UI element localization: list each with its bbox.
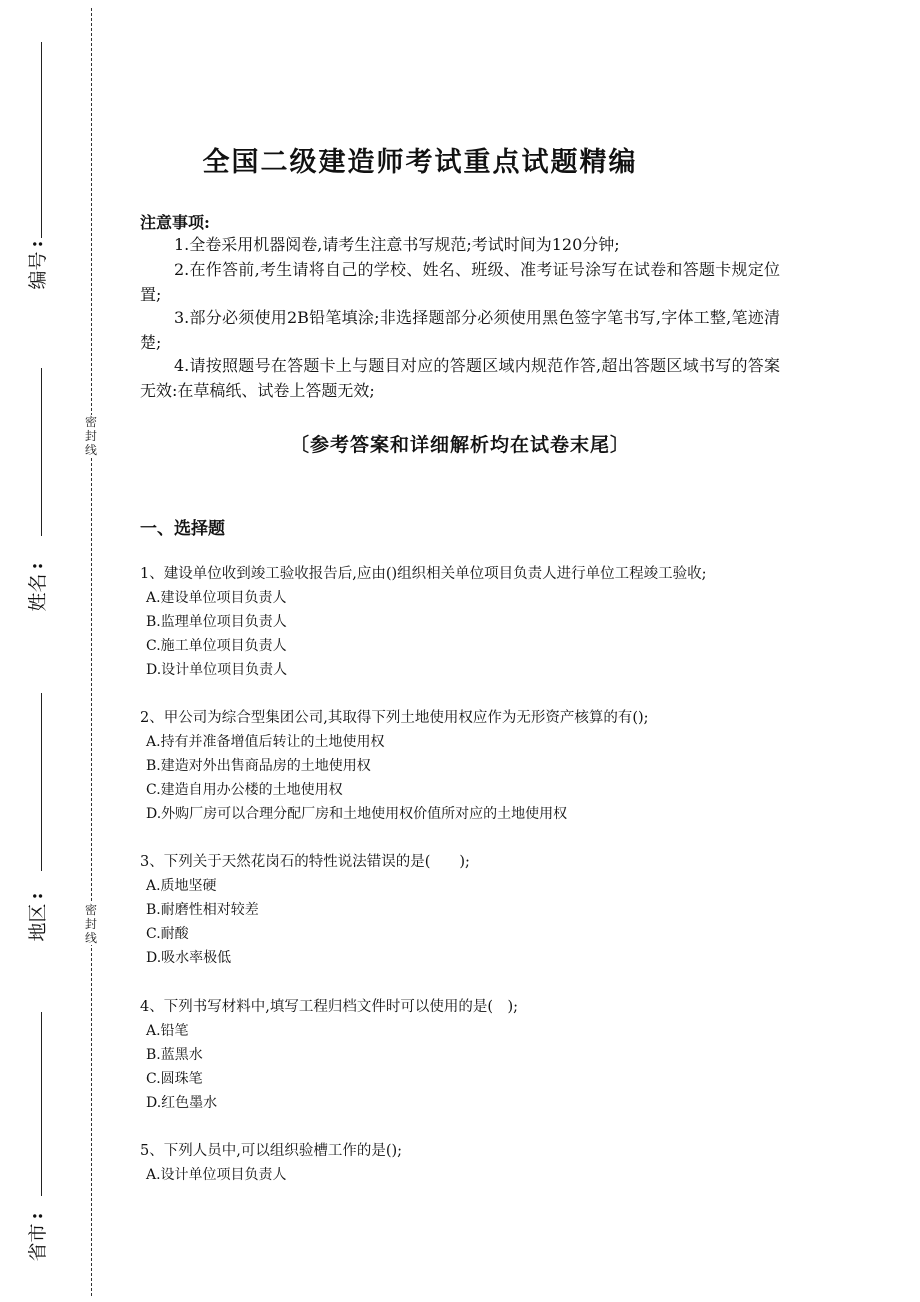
option-d: D.外购厂房可以合理分配厂房和土地使用权价值所对应的土地使用权 [146, 806, 568, 822]
question-2 [140, 706, 800, 826]
option-b: B.建造对外出售商品房的土地使用权 [146, 758, 371, 774]
id-number-label-text: 编号 [26, 251, 49, 290]
seal-char: 线 [84, 931, 97, 945]
note-item: 4.请按照题号在答题卡上与题目对应的答题区域内规范作答,超出答题区域书写的答案无效:在草稿纸、试卷上答题无效; [140, 356, 780, 400]
option-a: A.设计单位项目负责人 [146, 1167, 287, 1183]
option-b: B.耐磨性相对较差 [146, 902, 259, 918]
notes-heading: 注意事项: [140, 213, 210, 232]
option-b: B.监理单位项目负责人 [146, 614, 287, 630]
id-number-colon: : [25, 240, 47, 248]
note-item: 1.全卷采用机器阅卷,请考生注意书写规范;考试时间为120分钟; [174, 235, 620, 254]
province-label [0, 1212, 81, 1262]
id-number-label [0, 240, 81, 290]
region-colon: : [25, 892, 47, 900]
option-a: A.建设单位项目负责人 [146, 590, 287, 606]
question-stem: 3、下列关于天然花岗石的特性说法错误的是( ); [140, 854, 470, 870]
option-a: A.质地坚硬 [146, 878, 217, 894]
option-c: C.建造自用办公楼的土地使用权 [146, 782, 343, 798]
question-stem: 5、下列人员中,可以组织验槽工作的是(); [140, 1143, 403, 1159]
seal-char: 密 [84, 903, 97, 917]
option-c: C.圆珠笔 [146, 1071, 203, 1087]
seal-char: 封 [84, 429, 97, 443]
question-stem: 2、甲公司为综合型集团公司,其取得下列土地使用权应作为无形资产核算的有(); [140, 710, 649, 726]
option-a: A.持有并准备增值后转让的土地使用权 [146, 734, 385, 750]
answer-location-note: 〔参考答案和详细解析均在试卷末尾〕 [289, 434, 630, 456]
seal-char: 封 [84, 917, 97, 931]
region-write-line [41, 693, 42, 871]
question-stem: 1、建设单位收到竣工验收报告后,应由()组织相关单位项目负责人进行单位工程竣工验收; [140, 566, 707, 582]
question-5 [140, 1139, 800, 1187]
question-4 [140, 995, 800, 1115]
option-c: C.施工单位项目负责人 [146, 638, 287, 654]
province-write-line [41, 1012, 42, 1196]
option-d: D.吸水率极低 [146, 950, 232, 966]
name-colon: : [25, 562, 47, 570]
seal-label-lower [84, 903, 98, 945]
option-c: C.耐酸 [146, 926, 189, 942]
exam-title: 全国二级建造师考试重点试题精编 [202, 147, 638, 178]
option-b: B.蓝黑水 [146, 1047, 203, 1063]
option-d: D.设计单位项目负责人 [146, 662, 288, 678]
name-label [0, 562, 81, 612]
seal-char: 密 [84, 415, 97, 429]
question-1 [140, 562, 800, 682]
seal-char: 线 [84, 443, 97, 457]
question-3 [140, 850, 800, 970]
option-d: D.红色墨水 [146, 1095, 218, 1111]
region-label-text: 地区 [26, 903, 49, 942]
seal-dashed-line [91, 8, 92, 1296]
note-item: 3.部分必须使用2B铅笔填涂;非选择题部分必须使用黑色签字笔书写,字体工整,笔迹清楚; [140, 308, 780, 352]
region-label [0, 892, 81, 942]
section-heading-multiple-choice: 一、选择题 [140, 519, 225, 539]
question-stem: 4、下列书写材料中,填写工程归档文件时可以使用的是( ); [140, 999, 519, 1015]
province-colon: : [25, 1212, 47, 1220]
note-item: 2.在作答前,考生请将自己的学校、姓名、班级、准考证号涂写在试卷和答题卡规定位置; [140, 260, 780, 304]
option-a: A.铅笔 [146, 1023, 189, 1039]
name-label-text: 姓名 [26, 573, 49, 612]
province-label-text: 省市 [26, 1223, 49, 1262]
